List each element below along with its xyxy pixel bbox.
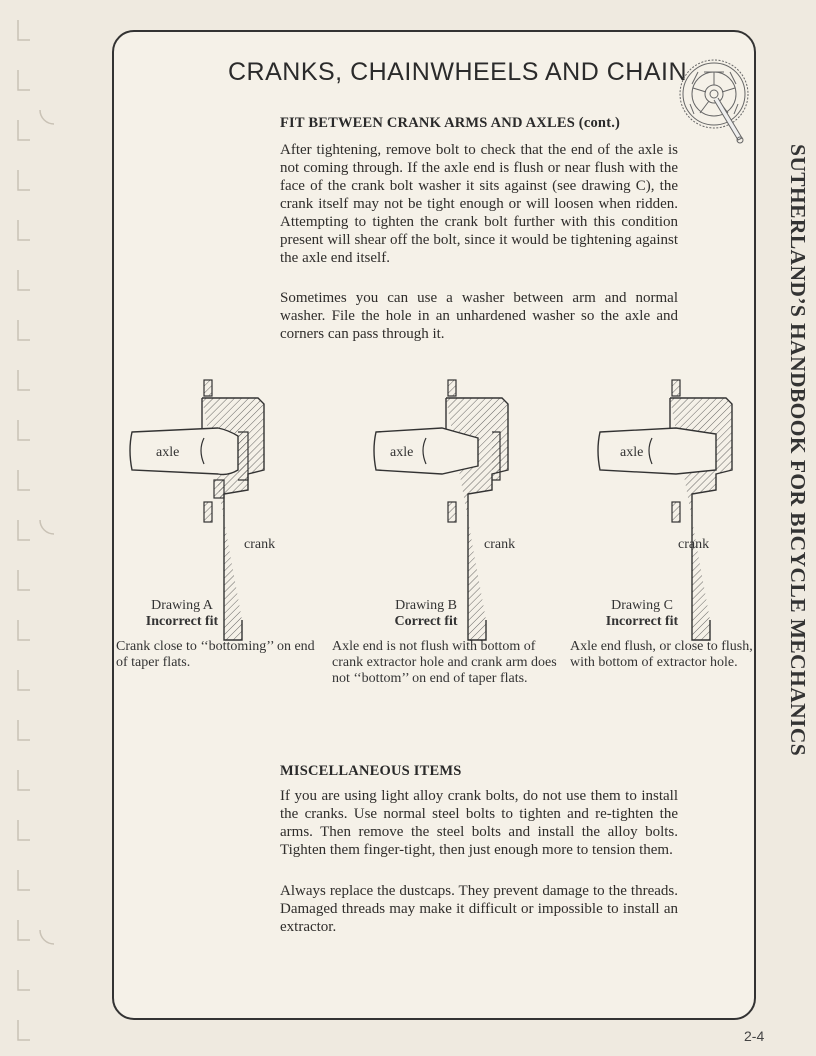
- section-heading-misc: MISCELLANEOUS ITEMS: [280, 763, 462, 779]
- section-heading-fit: FIT BETWEEN CRANK ARMS AND AXLES (cont.): [280, 115, 621, 131]
- axle-label: axle: [156, 445, 180, 460]
- paragraph: Sometimes you can use a washer between arm and normal washer. File the hole in an unhardened washer so the axle and corners can pass through it.: [280, 290, 678, 342]
- binder-margin-marks: [0, 0, 60, 1056]
- drawing-c-title: [592, 598, 692, 630]
- drawing-name: Drawing C: [611, 598, 673, 613]
- paragraph: Always replace the dustcaps. They prevent damage to the threads. Damaged threads may make it difficult or impossible to install an extractor.: [280, 883, 678, 935]
- book-title-vertical: SUTHERLAND’S HANDBOOK FOR BICYCLE MECHANICS: [786, 144, 810, 757]
- drawing-fit: Correct fit: [394, 614, 458, 629]
- crank-label: crank: [678, 537, 710, 552]
- drawing-c-caption: Axle end flush, or close to flush, with bottom of extractor hole.: [570, 639, 753, 670]
- drawing-name: Drawing B: [395, 598, 457, 613]
- axle-label: axle: [390, 445, 414, 460]
- chainwheel-crank-icon: [674, 52, 758, 148]
- paragraph: If you are using light alloy crank bolts, do not use them to install the cranks. Use normal steel bolts to tighten and re-tighten the arms. Then remove the steel bolts and install the alloy bolts. Tighten them finger-tight, then just enough more to tension them.: [280, 788, 678, 858]
- axle-label: axle: [620, 445, 644, 460]
- drawing-b-caption: Axle end is not flush with bottom of crank extractor hole and crank arm does not ‘‘bottom’’ on end of taper flats.: [332, 639, 557, 686]
- drawing-fit: Incorrect fit: [605, 614, 679, 629]
- page-title: CRANKS, CHAINWHEELS AND CHAIN: [228, 58, 688, 86]
- drawing-a-title: [132, 598, 232, 630]
- page-number: 2-4: [744, 1028, 765, 1044]
- drawing-fit: Incorrect fit: [145, 614, 219, 629]
- crank-label: crank: [484, 537, 516, 552]
- drawing-b-title: [376, 598, 476, 630]
- drawing-a-caption: Crank close to ‘‘bottoming’’ on end of taper flats.: [116, 639, 315, 670]
- paragraph: After tightening, remove bolt to check that the end of the axle is not coming through. If the axle end is flush or near flush with the face of the crank bolt washer it sits against (see drawing C), the crank itself may not be tight enough or will loosen when ridden. Attempting to tighten the crank bolt further with this condition present will shear off the bolt, since it would be tightening against the axle end itself.: [280, 142, 678, 266]
- crank-label: crank: [244, 537, 276, 552]
- drawing-name: Drawing A: [151, 598, 213, 613]
